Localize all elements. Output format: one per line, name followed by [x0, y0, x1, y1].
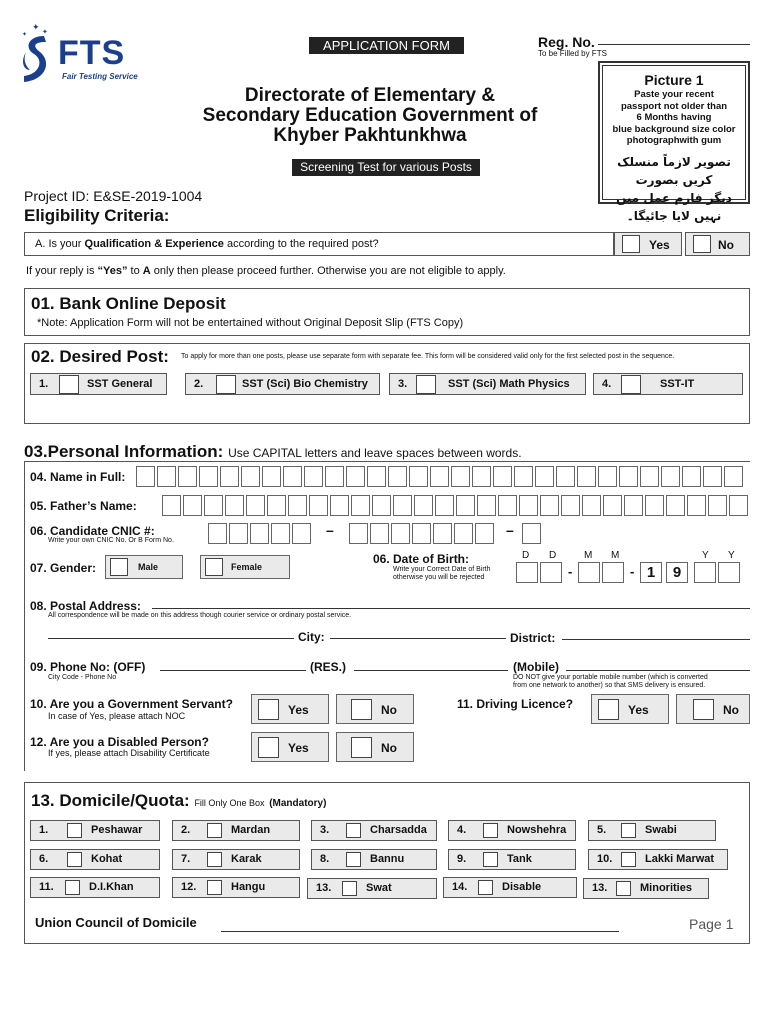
cnic-boxes-last[interactable] [522, 523, 543, 544]
domicile-option-10[interactable] [588, 849, 728, 870]
mobile-note-1: DO NOT give your portable mobile number (which is converted [513, 674, 708, 681]
picture-line-5: photographwith gum [626, 135, 722, 146]
govt-servant-no[interactable] [336, 694, 414, 724]
domicile-option-5-num: 5. [597, 824, 607, 836]
picture-line-4: blue background size color [612, 123, 736, 135]
domicile-option-11[interactable] [30, 877, 160, 898]
disabled-yes-label: Yes [288, 741, 309, 755]
domicile-option-12-label: Hangu [231, 881, 266, 893]
domicile-option-15-num: 13. [592, 882, 608, 894]
govt-servant-yes[interactable] [251, 694, 329, 724]
eligibility-question-row [24, 232, 614, 256]
domicile-option-9-checkbox[interactable] [483, 852, 498, 867]
dob-m-label-1: M [584, 550, 593, 561]
dob-m-label-2: M [611, 550, 620, 561]
svg-text:✦: ✦ [22, 32, 28, 38]
dob-note-2: otherwise you will be rejected [393, 574, 485, 581]
domicile-option-4-checkbox[interactable] [483, 823, 498, 838]
city-label: City: [298, 630, 325, 644]
domicile-option-10-checkbox[interactable] [621, 852, 636, 867]
cnic-dash-2: – [506, 522, 514, 538]
driving-licence-no[interactable] [676, 694, 750, 724]
domicile-mandatory: (Mandatory) [269, 798, 327, 809]
title-line-1: Directorate of Elementary & [244, 85, 496, 106]
department-title [160, 86, 580, 146]
domicile-option-3-num: 3. [320, 824, 330, 836]
name-label: 04. Name in Full: [30, 470, 126, 484]
picture-line-1: Paste your recent [634, 89, 714, 100]
postal-address-label: 08. Postal Address: [30, 599, 141, 613]
domicile-option-10-label: Lakki Marwat [645, 853, 715, 865]
bank-deposit-section [24, 288, 750, 336]
city-code-note: City Code - Phone No [48, 674, 117, 681]
picture-urdu-1: تصویر لازماً منسلک کریں بصورت [617, 154, 731, 187]
phone-off-line[interactable] [160, 670, 306, 671]
domicile-option-11-checkbox[interactable] [65, 880, 80, 895]
domicile-option-8-checkbox[interactable] [346, 852, 361, 867]
cnic-label: 06. Candidate CNIC #: [30, 524, 155, 538]
gender-female[interactable] [200, 555, 290, 579]
domicile-option-5-label: Swabi [645, 824, 677, 836]
domicile-option-7-num: 7. [181, 853, 191, 865]
domicile-option-14-checkbox[interactable] [478, 880, 493, 895]
post-option-4-num: 4. [602, 378, 612, 390]
dob-y-label-2: Y [728, 550, 735, 561]
desired-post-title: 02. Desired Post: [31, 347, 169, 366]
post-option-1-label: SST General [87, 378, 153, 390]
driving-licence-yes-checkbox[interactable] [598, 699, 619, 720]
form-title: APPLICATION FORM [309, 37, 464, 54]
district-label: District: [510, 631, 556, 645]
post-option-4[interactable] [593, 373, 743, 395]
govt-servant-note: In case of Yes, please attach NOC [48, 711, 186, 721]
dob-label: 06. Date of Birth: [373, 552, 470, 566]
domicile-title: 13. Domicile/Quota: [31, 791, 190, 810]
postal-address-line[interactable] [152, 608, 750, 609]
domicile-option-1[interactable] [30, 820, 160, 841]
domicile-option-15[interactable] [583, 878, 709, 899]
domicile-option-3-label: Charsadda [370, 824, 427, 836]
driving-licence-yes-label: Yes [628, 703, 649, 717]
domicile-fill: Fill Only One Box [194, 798, 265, 808]
domicile-option-7-checkbox[interactable] [207, 852, 222, 867]
domicile-option-2-checkbox[interactable] [207, 823, 222, 838]
eligibility-heading: Eligibility Criteria: [24, 206, 170, 225]
eligibility-no-checkbox[interactable] [693, 235, 711, 253]
post-option-3-checkbox[interactable] [416, 375, 436, 394]
picture-line-2: passport not older than [620, 100, 728, 112]
domicile-option-6-checkbox[interactable] [67, 852, 82, 867]
domicile-option-2-label: Mardan [231, 824, 271, 836]
dob-year-boxes[interactable] [694, 562, 742, 583]
domicile-option-2[interactable] [172, 820, 300, 841]
name-boxes[interactable] [136, 466, 745, 487]
driving-licence-label: 11. Driving Licence? [457, 697, 574, 711]
domicile-option-5[interactable] [588, 820, 716, 841]
bank-deposit-title: 01. Bank Online Deposit [31, 294, 226, 313]
phone-res-line[interactable] [354, 670, 508, 671]
gender-female-checkbox[interactable] [205, 558, 223, 576]
eligibility-yes-checkbox[interactable] [622, 235, 640, 253]
domicile-option-12-checkbox[interactable] [207, 880, 222, 895]
domicile-option-11-label: D.I.Khan [89, 881, 134, 893]
domicile-option-13[interactable] [307, 878, 437, 899]
eligibility-yes[interactable] [614, 232, 682, 256]
domicile-title-row [31, 791, 326, 811]
cnic-boxes[interactable] [208, 523, 313, 544]
title-line-2: Secondary Education Government of [202, 105, 538, 126]
disabled-yes-checkbox[interactable] [258, 737, 279, 758]
eligibility-no-label: No [718, 238, 734, 252]
post-option-2-label: SST (Sci) Bio Chemistry [242, 378, 368, 390]
question-a-bold: Qualification & Experience [84, 238, 224, 250]
gender-male[interactable] [105, 555, 183, 579]
cnic-note: Write your own CNIC No. Or B Form No. [48, 537, 174, 544]
disabled-label: 12. Are you a Disabled Person? [30, 735, 209, 749]
reg-number-field[interactable] [598, 44, 750, 45]
post-option-4-label: SST-IT [660, 378, 695, 390]
cnic-boxes-middle[interactable] [349, 523, 496, 544]
reg-label: Reg. No. [538, 34, 595, 50]
gender-female-label: Female [231, 562, 263, 572]
dob-sep-1: - [568, 564, 573, 579]
domicile-option-7-label: Karak [231, 853, 262, 865]
dob-d-label-1: D [522, 550, 530, 561]
domicile-option-1-num: 1. [39, 824, 49, 836]
domicile-option-14-num: 14. [452, 881, 468, 893]
reply-text-3: only then please proceed further. Otherwise you are not eligible to apply. [150, 265, 506, 277]
reply-a: A [142, 265, 151, 277]
personal-info-title [24, 442, 522, 462]
domicile-option-13-checkbox[interactable] [342, 881, 357, 896]
domicile-option-12-num: 12. [181, 881, 197, 893]
domicile-option-4-num: 4. [457, 824, 467, 836]
fts-logo [18, 22, 158, 86]
screening-banner: Screening Test for various Posts [292, 159, 480, 176]
domicile-option-6[interactable] [30, 849, 160, 870]
govt-servant-yes-label: Yes [288, 703, 309, 717]
domicile-option-3[interactable] [311, 820, 437, 841]
domicile-option-15-checkbox[interactable] [616, 881, 631, 896]
reply-text-2: to [127, 265, 143, 277]
postal-address-line-2[interactable] [48, 638, 294, 639]
union-council-label: Union Council of Domicile [35, 915, 197, 930]
postal-address-note: All correspondence will be made on this address though courier service or ordinary postal service. [48, 612, 352, 619]
gender-male-label: Male [138, 562, 159, 572]
phone-mobile-label: (Mobile) [513, 660, 559, 674]
svg-text:✦: ✦ [42, 29, 48, 36]
union-council-line[interactable] [221, 931, 619, 932]
post-option-1-num: 1. [39, 378, 49, 390]
post-option-3-label: SST (Sci) Math Physics [448, 378, 570, 390]
dob-d-label-2: D [549, 550, 557, 561]
personal-info-instruction: Use CAPITAL letters and leave spaces between words. [228, 446, 522, 460]
picture-line-3: 6 Months having [636, 112, 712, 123]
dob-note-1: Write your Correct Date of Birth [393, 566, 491, 573]
domicile-option-2-num: 2. [181, 824, 191, 836]
reg-note: To be Filled by FTS [538, 49, 607, 58]
dob-sep-2: - [630, 564, 635, 579]
domicile-option-1-checkbox[interactable] [67, 823, 82, 838]
dob-month-boxes[interactable] [578, 562, 626, 583]
post-option-2-num: 2. [194, 378, 204, 390]
domicile-option-1-label: Peshawar [91, 824, 143, 836]
domicile-option-10-num: 10. [597, 853, 613, 865]
eligibility-yes-label: Yes [649, 238, 670, 252]
fts-logo-icon [18, 22, 52, 86]
phone-off-label: 09. Phone No: (OFF) [30, 660, 146, 674]
father-name-boxes[interactable] [162, 495, 750, 516]
cnic-dash-1: – [326, 522, 334, 538]
project-id: Project ID: E&SE-2019-1004 [24, 188, 203, 204]
domicile-option-9[interactable] [448, 849, 576, 870]
dob-year-1-box: 1 [640, 562, 662, 583]
domicile-option-5-checkbox[interactable] [621, 823, 636, 838]
domicile-option-8-num: 8. [320, 853, 330, 865]
reply-text-1: If your reply is [26, 265, 98, 277]
gender-label: 07. Gender: [30, 561, 97, 575]
disabled-no[interactable] [336, 732, 414, 762]
disabled-yes[interactable] [251, 732, 329, 762]
driving-licence-no-checkbox[interactable] [693, 699, 714, 720]
eligibility-no[interactable] [685, 232, 750, 256]
domicile-option-13-num: 13. [316, 882, 332, 894]
dob-y-label-1: Y [702, 550, 709, 561]
domicile-option-14[interactable] [443, 877, 577, 898]
domicile-option-4[interactable] [448, 820, 576, 841]
city-line[interactable] [330, 638, 506, 639]
domicile-option-6-label: Kohat [91, 853, 123, 865]
phone-res-label: (RES.) [310, 660, 346, 674]
govt-servant-no-label: No [381, 703, 397, 717]
domicile-option-11-num: 11. [39, 881, 54, 893]
desired-post-note: To apply for more than one posts, please use separate form with separate fee. This form will be considered valid only for the first selected post in the sequence. [181, 353, 675, 360]
domicile-option-7[interactable] [172, 849, 300, 870]
phone-mobile-line[interactable] [566, 670, 750, 671]
post-option-4-checkbox[interactable] [621, 375, 641, 394]
post-option-3[interactable] [389, 373, 586, 395]
domicile-option-13-label: Swat [366, 882, 392, 894]
domicile-option-9-label: Tank [507, 853, 532, 865]
domicile-option-4-label: Nowshehra [507, 824, 567, 836]
disabled-no-checkbox[interactable] [351, 737, 372, 758]
post-option-1[interactable] [30, 373, 167, 395]
svg-text:✦: ✦ [32, 22, 40, 32]
picture-box[interactable] [598, 61, 750, 223]
domicile-option-8-label: Bannu [370, 853, 405, 865]
question-a-rest: according to the required post? [223, 238, 379, 250]
post-option-2[interactable] [185, 373, 380, 395]
reply-instruction [26, 265, 506, 277]
picture-urdu-2: دیگر فارم عمل میں نہیں لایا جائیگا۔ [616, 190, 732, 223]
govt-servant-yes-checkbox[interactable] [258, 699, 279, 720]
domicile-option-8[interactable] [311, 849, 437, 870]
mobile-note-2: from one network to another) so that SMS delivery is ensured. [513, 682, 706, 689]
question-a-text: A. Is your [35, 238, 85, 250]
post-option-1-checkbox[interactable] [59, 375, 79, 394]
reply-yes: “Yes” [97, 265, 128, 277]
domicile-option-6-num: 6. [39, 853, 49, 865]
domicile-option-15-label: Minorities [640, 882, 692, 894]
driving-licence-no-label: No [723, 703, 739, 717]
title-line-3: Khyber Pakhtunkhwa [273, 125, 467, 146]
picture-title: Picture 1 [644, 72, 704, 88]
post-option-3-num: 3. [398, 378, 408, 390]
domicile-option-3-checkbox[interactable] [346, 823, 361, 838]
domicile-option-14-label: Disable [502, 881, 542, 893]
driving-licence-yes[interactable] [591, 694, 669, 724]
govt-servant-label: 10. Are you a Government Servant? [30, 697, 233, 711]
logo-subtitle: Fair Testing Service [62, 72, 138, 81]
domicile-option-12[interactable] [172, 877, 300, 898]
father-name-label: 05. Father’s Name: [30, 499, 137, 513]
page-number: Page 1 [689, 916, 734, 932]
district-line[interactable] [562, 639, 750, 640]
disabled-note: If yes, please attach Disability Certificate [48, 748, 210, 758]
disabled-no-label: No [381, 741, 397, 755]
gender-male-checkbox[interactable] [110, 558, 128, 576]
bank-deposit-note: *Note: Application Form will not be entertained without Original Deposit Slip (FTS Copy) [37, 317, 464, 329]
dob-year-9-box: 9 [666, 562, 688, 583]
logo-text: FTS [58, 34, 126, 72]
personal-info-heading: 03.Personal Information: [24, 442, 224, 461]
domicile-option-9-num: 9. [457, 853, 467, 865]
govt-servant-no-checkbox[interactable] [351, 699, 372, 720]
dob-day-boxes[interactable] [516, 562, 564, 583]
post-option-2-checkbox[interactable] [216, 375, 236, 394]
